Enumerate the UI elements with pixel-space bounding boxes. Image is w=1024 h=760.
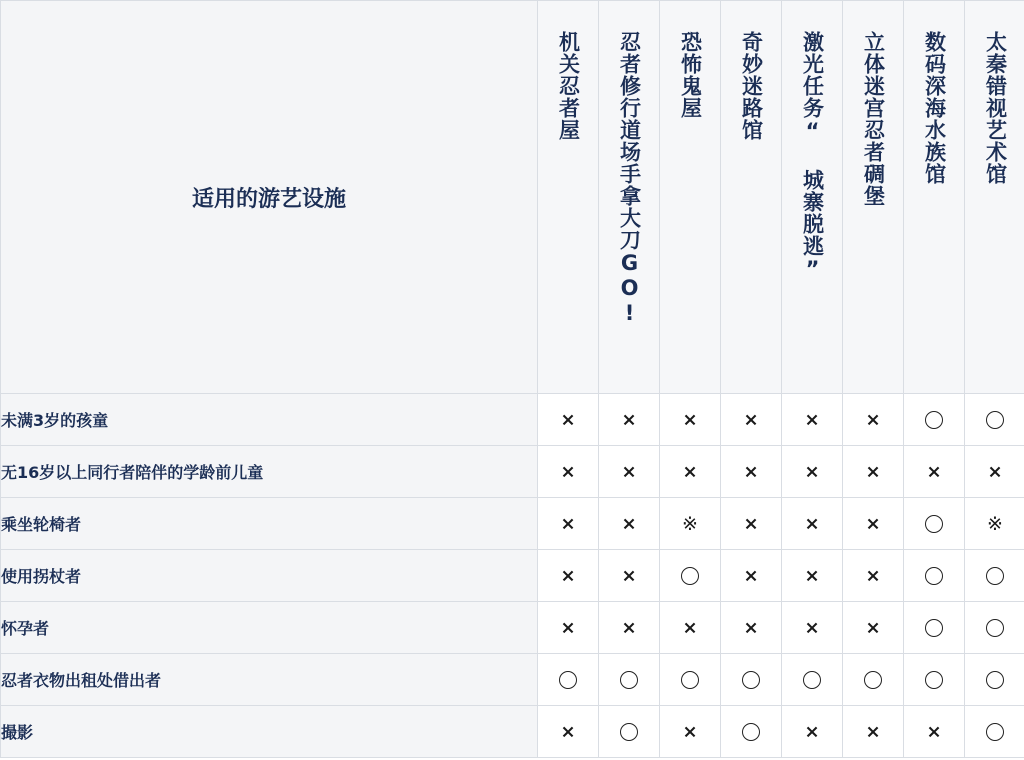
allowed-circle-icon	[620, 671, 638, 689]
row-label: 乘坐轮椅者	[1, 498, 538, 550]
allowed-circle-icon	[986, 567, 1004, 585]
not-allowed-cross-icon: ×	[804, 565, 820, 587]
not-allowed-cross-icon: ×	[621, 565, 637, 587]
availability-cell	[599, 706, 660, 758]
table-row	[1, 654, 1024, 706]
availability-cell	[660, 602, 721, 654]
availability-cell	[721, 602, 782, 654]
table-body	[1, 394, 1024, 758]
availability-cell	[904, 602, 965, 654]
availability-cell	[721, 550, 782, 602]
not-allowed-cross-icon: ×	[743, 617, 759, 639]
venue-header-3	[660, 1, 721, 394]
not-allowed-cross-icon: ×	[743, 513, 759, 535]
availability-cell	[721, 394, 782, 446]
reference-mark-icon: ※	[987, 512, 1003, 535]
row-label: 无16岁以上同行者陪伴的学龄前儿童	[1, 446, 538, 498]
availability-cell	[599, 602, 660, 654]
table-row	[1, 550, 1024, 602]
availability-cell	[843, 654, 904, 706]
availability-cell	[538, 446, 599, 498]
availability-cell	[843, 394, 904, 446]
availability-cell	[904, 446, 965, 498]
venue-header-7	[904, 1, 965, 394]
not-allowed-cross-icon: ×	[865, 721, 881, 743]
not-allowed-cross-icon: ×	[743, 565, 759, 587]
corner-header: 适用的游艺设施	[1, 1, 538, 394]
venue-name: 奇妙迷路馆	[739, 31, 764, 141]
row-label: 未满3岁的孩童	[1, 394, 538, 446]
availability-cell	[782, 394, 843, 446]
availability-cell	[782, 550, 843, 602]
availability-cell	[904, 706, 965, 758]
availability-cell	[599, 654, 660, 706]
allowed-circle-icon	[742, 671, 760, 689]
not-allowed-cross-icon: ×	[560, 409, 576, 431]
availability-cell	[538, 706, 599, 758]
availability-cell	[904, 550, 965, 602]
availability-cell	[660, 654, 721, 706]
not-allowed-cross-icon: ×	[804, 513, 820, 535]
venue-name: 数码深海水族馆	[922, 31, 947, 185]
availability-cell	[904, 498, 965, 550]
allowed-circle-icon	[620, 723, 638, 741]
availability-cell	[904, 394, 965, 446]
availability-cell	[904, 654, 965, 706]
not-allowed-cross-icon: ×	[621, 617, 637, 639]
not-allowed-cross-icon: ×	[804, 617, 820, 639]
availability-cell	[660, 550, 721, 602]
allowed-circle-icon	[559, 671, 577, 689]
availability-cell	[965, 446, 1024, 498]
venue-name: 立体迷宫忍者碉堡	[861, 31, 886, 207]
venue-name: 机关忍者屋	[556, 31, 581, 141]
venue-header-6	[843, 1, 904, 394]
availability-cell	[843, 446, 904, 498]
not-allowed-cross-icon: ×	[682, 461, 698, 483]
availability-cell	[599, 446, 660, 498]
availability-cell	[843, 550, 904, 602]
availability-cell	[538, 498, 599, 550]
availability-cell	[782, 498, 843, 550]
availability-cell	[721, 654, 782, 706]
not-allowed-cross-icon: ×	[682, 617, 698, 639]
venue-name: 忍者修行道场手拿大刀GO!	[617, 31, 642, 326]
availability-cell	[843, 706, 904, 758]
not-allowed-cross-icon: ×	[560, 461, 576, 483]
availability-cell	[660, 706, 721, 758]
reference-mark-icon: ※	[682, 512, 698, 535]
availability-cell	[965, 706, 1024, 758]
venue-header-5	[782, 1, 843, 394]
availability-cell	[538, 654, 599, 706]
not-allowed-cross-icon: ×	[804, 409, 820, 431]
not-allowed-cross-icon: ×	[560, 617, 576, 639]
venue-name: 激光任务“ 城寨脱逃”	[800, 31, 825, 282]
table-row	[1, 498, 1024, 550]
allowed-circle-icon	[925, 515, 943, 533]
not-allowed-cross-icon: ×	[987, 461, 1003, 483]
not-allowed-cross-icon: ×	[682, 409, 698, 431]
availability-cell	[965, 550, 1024, 602]
availability-cell	[538, 550, 599, 602]
not-allowed-cross-icon: ×	[743, 409, 759, 431]
not-allowed-cross-icon: ×	[621, 513, 637, 535]
not-allowed-cross-icon: ×	[621, 409, 637, 431]
not-allowed-cross-icon: ×	[682, 721, 698, 743]
allowed-circle-icon	[986, 619, 1004, 637]
table-row	[1, 602, 1024, 654]
allowed-circle-icon	[742, 723, 760, 741]
row-label: 使用拐杖者	[1, 550, 538, 602]
allowed-circle-icon	[925, 619, 943, 637]
allowed-circle-icon	[986, 671, 1004, 689]
allowed-circle-icon	[986, 723, 1004, 741]
not-allowed-cross-icon: ×	[865, 617, 881, 639]
table-row	[1, 706, 1024, 758]
availability-cell	[965, 602, 1024, 654]
allowed-circle-icon	[803, 671, 821, 689]
not-allowed-cross-icon: ×	[621, 461, 637, 483]
venue-header-1	[538, 1, 599, 394]
allowed-circle-icon	[986, 411, 1004, 429]
allowed-circle-icon	[681, 671, 699, 689]
availability-cell	[965, 654, 1024, 706]
availability-cell	[721, 446, 782, 498]
header-row	[1, 1, 1024, 394]
table-row	[1, 394, 1024, 446]
not-allowed-cross-icon: ×	[560, 721, 576, 743]
availability-cell	[599, 550, 660, 602]
table-row	[1, 446, 1024, 498]
allowed-circle-icon	[681, 567, 699, 585]
venue-name: 太秦错视艺术馆	[983, 31, 1008, 185]
venue-header-4	[721, 1, 782, 394]
not-allowed-cross-icon: ×	[804, 461, 820, 483]
venue-name: 恐怖鬼屋	[678, 31, 703, 119]
availability-cell	[782, 654, 843, 706]
row-label: 忍者衣物出租处借出者	[1, 654, 538, 706]
allowed-circle-icon	[925, 411, 943, 429]
not-allowed-cross-icon: ×	[865, 513, 881, 535]
allowed-circle-icon	[925, 671, 943, 689]
availability-cell	[782, 446, 843, 498]
venue-header-2	[599, 1, 660, 394]
availability-cell	[721, 706, 782, 758]
row-label: 怀孕者	[1, 602, 538, 654]
availability-cell	[538, 602, 599, 654]
availability-cell	[599, 394, 660, 446]
availability-cell	[965, 498, 1024, 550]
availability-cell	[782, 706, 843, 758]
availability-cell	[965, 394, 1024, 446]
not-allowed-cross-icon: ×	[865, 565, 881, 587]
allowed-circle-icon	[864, 671, 882, 689]
not-allowed-cross-icon: ×	[743, 461, 759, 483]
not-allowed-cross-icon: ×	[560, 565, 576, 587]
availability-cell	[599, 498, 660, 550]
availability-cell	[660, 446, 721, 498]
allowed-circle-icon	[925, 567, 943, 585]
not-allowed-cross-icon: ×	[560, 513, 576, 535]
not-allowed-cross-icon: ×	[926, 461, 942, 483]
not-allowed-cross-icon: ×	[865, 461, 881, 483]
availability-cell	[782, 602, 843, 654]
row-label: 撮影	[1, 706, 538, 758]
not-allowed-cross-icon: ×	[865, 409, 881, 431]
availability-cell	[660, 394, 721, 446]
venue-header-8	[965, 1, 1024, 394]
availability-cell	[843, 498, 904, 550]
not-allowed-cross-icon: ×	[926, 721, 942, 743]
not-allowed-cross-icon: ×	[804, 721, 820, 743]
availability-cell	[721, 498, 782, 550]
availability-cell	[538, 394, 599, 446]
availability-cell	[843, 602, 904, 654]
availability-cell	[660, 498, 721, 550]
